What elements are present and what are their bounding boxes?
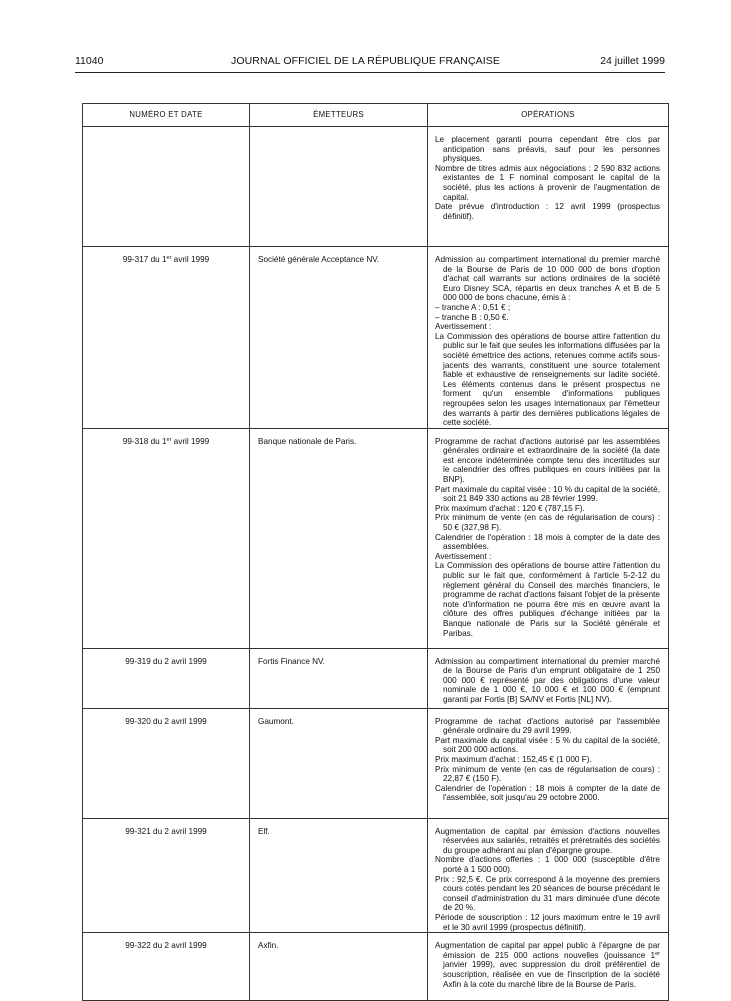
operation-paragraph: Nombre d'actions offertes : 1 000 000 (susceptible d'être porté à 1 500 000). [435, 855, 660, 875]
row-emetteur: Axfin. [250, 933, 428, 1001]
operation-paragraph: Part maximale du capital visée : 5 % du capital de la société, soit 200 000 actions. [435, 735, 660, 755]
operation-paragraph: Prix maximum d'achat : 120 € (787,15 F). [435, 503, 585, 513]
row-numero-date: 99-320 du 2 avril 1999 [83, 708, 250, 818]
row-emetteur: Société générale Acceptance NV. [250, 247, 428, 429]
operation-paragraph: Admission au compartiment international du premier marché de la Bourse de Paris de 10 000 000 de bons d'option d'achat call warrants sur actions ordinaires de la société Euro Disney SCA, répartis en deux tranches A et B de 5 000 000 de bons chacune, émis à : [435, 255, 660, 303]
table-row [83, 818, 669, 933]
operation-paragraph: Prix minimum de vente (en cas de régularisation de cours) : 50 € (327,98 F). [435, 513, 660, 533]
table-header-row [83, 104, 669, 127]
operation-paragraph: – tranche A : 0,51 € ; [435, 302, 511, 312]
operation-paragraph: Admission au compartiment international du premier marché de la Bourse de Paris d'un emprunt obligataire de 1 250 000 000 € représenté par des obligations d'une valeur nominale de 1 000 €, 10 000 € et 100 000 € (emprunt garanti par Fortis [B] SA/NV et Fortis [NL] NV). [435, 656, 660, 705]
row-emetteur: Gaumont. [250, 708, 428, 818]
row-operations [428, 818, 669, 933]
operation-paragraph: Prix maximum d'achat : 152,45 € (1 000 F). [435, 755, 592, 765]
row-operations [428, 933, 669, 1001]
row-numero-date: 99-317 du 1er avril 1999 [83, 247, 250, 429]
operations-table [82, 103, 669, 1001]
issue-date: 24 juillet 1999 [600, 55, 665, 67]
row-operations [428, 428, 669, 648]
row-emetteur: Banque nationale de Paris. [250, 428, 428, 648]
operation-paragraph: Programme de rachat d'actions autorisé par l'assemblée générale ordinaire du 29 avril 1999. [435, 716, 660, 736]
operation-paragraph: La Commission des opérations de bourse attire l'attention du public sur le fait que seules les informations diffusées par la société émettrice des actions, retenues comme actifs sous-jacents des warrants, constituent une source totalement fiable et exhaustive de renseignements sur ladite société. Les éléments contenus dans le présent prospectus ne forment qu'un ensemble d'informations publiques regroupées selon les usages internationaux par l'émetteur des warrants à partir des dernières publications légales de cette société. [435, 331, 660, 428]
operation-paragraph: Date prévue d'introduction : 12 avril 1999 (prospectus définitif). [435, 202, 660, 221]
row-operations [428, 127, 669, 247]
operation-paragraph: Prix : 92,5 €. Ce prix correspond à la moyenne des premiers cours cotés pendant les 20 séances de bourse précédant le conseil d'administration du 31 mars diminuée d'une décote de 20 %. [435, 874, 660, 913]
table-row [83, 428, 669, 648]
operation-paragraph: Part maximale du capital visée : 10 % du capital de la société, soit 21 849 330 actions au 28 février 1999. [435, 484, 660, 504]
row-operations [428, 648, 669, 708]
row-operations [428, 247, 669, 429]
operation-paragraph: Programme de rachat d'actions autorisé par les assemblées générales ordinaire et extraordinaire de la société (la date est encore indéterminée compte tenu des incertitudes sur le calendrier des offres publiques en cours initiées par la BNP). [435, 436, 660, 485]
row-emetteur: Elf. [250, 818, 428, 933]
header-rule [75, 72, 665, 73]
running-header [0, 55, 731, 69]
operation-paragraph: Calendrier de l'opération : 18 mois à compter de la date de l'assemblée, soit jusqu'au 29 octobre 2000. [435, 783, 660, 803]
table-row [83, 648, 669, 708]
operation-paragraph: Augmentation de capital par émission d'actions nouvelles réservées aux salariés, retraités et préretraités des sociétés du groupe adhérant au plan d'épargne groupe. [435, 826, 660, 855]
column-header-operations: OPÉRATIONS [428, 104, 669, 127]
page-number: 11040 [75, 55, 104, 67]
operation-paragraph: Calendrier de l'opération : 18 mois à compter de la date des assemblées. [435, 532, 660, 552]
operation-paragraph: Augmentation de capital par appel public à l'épargne de par émission de 215 000 actions nouvelles (jouissance 1er janvier 1999), avec suppression du droit préférentiel de souscription, réalisée en vue de l'inscription de la société Axfin à la cote du marché libre de la Bourse de Paris. [435, 941, 660, 989]
row-numero-date: 99-321 du 2 avril 1999 [83, 818, 250, 933]
operation-paragraph: – tranche B : 0,50 €. [435, 312, 509, 322]
operation-paragraph: Avertissement : [435, 322, 492, 332]
row-numero-date: 99-322 du 2 avril 1999 [83, 933, 250, 1001]
row-numero-date: 99-319 du 2 avril 1999 [83, 648, 250, 708]
operation-paragraph: Nombre de titres admis aux négociations : 2 590 832 actions existantes de 1 F nominal composant le capital de la société, plus les actions à provenir de l'augmentation de capital. [435, 163, 660, 202]
table-row [83, 247, 669, 429]
row-emetteur [250, 127, 428, 247]
row-numero-date: 99-318 du 1er avril 1999 [83, 428, 250, 648]
operation-paragraph: Prix minimum de vente (en cas de régularisation de cours) : 22,87 € (150 F). [435, 764, 660, 784]
table-row [83, 708, 669, 818]
operation-paragraph: Le placement garanti pourra cependant être clos par anticipation sans préavis, sauf pour les personnes physiques. [435, 135, 660, 164]
row-operations [428, 708, 669, 818]
journal-title: JOURNAL OFFICIEL DE LA RÉPUBLIQUE FRANÇAISE [231, 55, 500, 67]
row-numero-date [83, 127, 250, 247]
column-header-numero: NUMÉRO ET DATE [83, 104, 250, 127]
table-row [83, 127, 669, 247]
operation-paragraph: Période de souscription : 12 jours maximum entre le 19 avril et le 30 avril 1999 (prospectus définitif). [435, 913, 660, 932]
row-emetteur: Fortis Finance NV. [250, 648, 428, 708]
table-row [83, 933, 669, 1001]
operation-paragraph: Avertissement : [435, 551, 492, 561]
operation-paragraph: La Commission des opérations de bourse attire l'attention du public sur le fait que, conformément à l'article 5-2-12 du règlement général du Conseil des marchés financiers, le programme de rachat d'actions faisant l'objet de la présente note d'information ne pourra être mis en œuvre avant la clôture des offres publiques d'échange initiées par la Banque nationale de Paris sur la Société générale et Paribas. [435, 561, 660, 638]
column-header-emetteurs: ÉMETTEURS [250, 104, 428, 127]
